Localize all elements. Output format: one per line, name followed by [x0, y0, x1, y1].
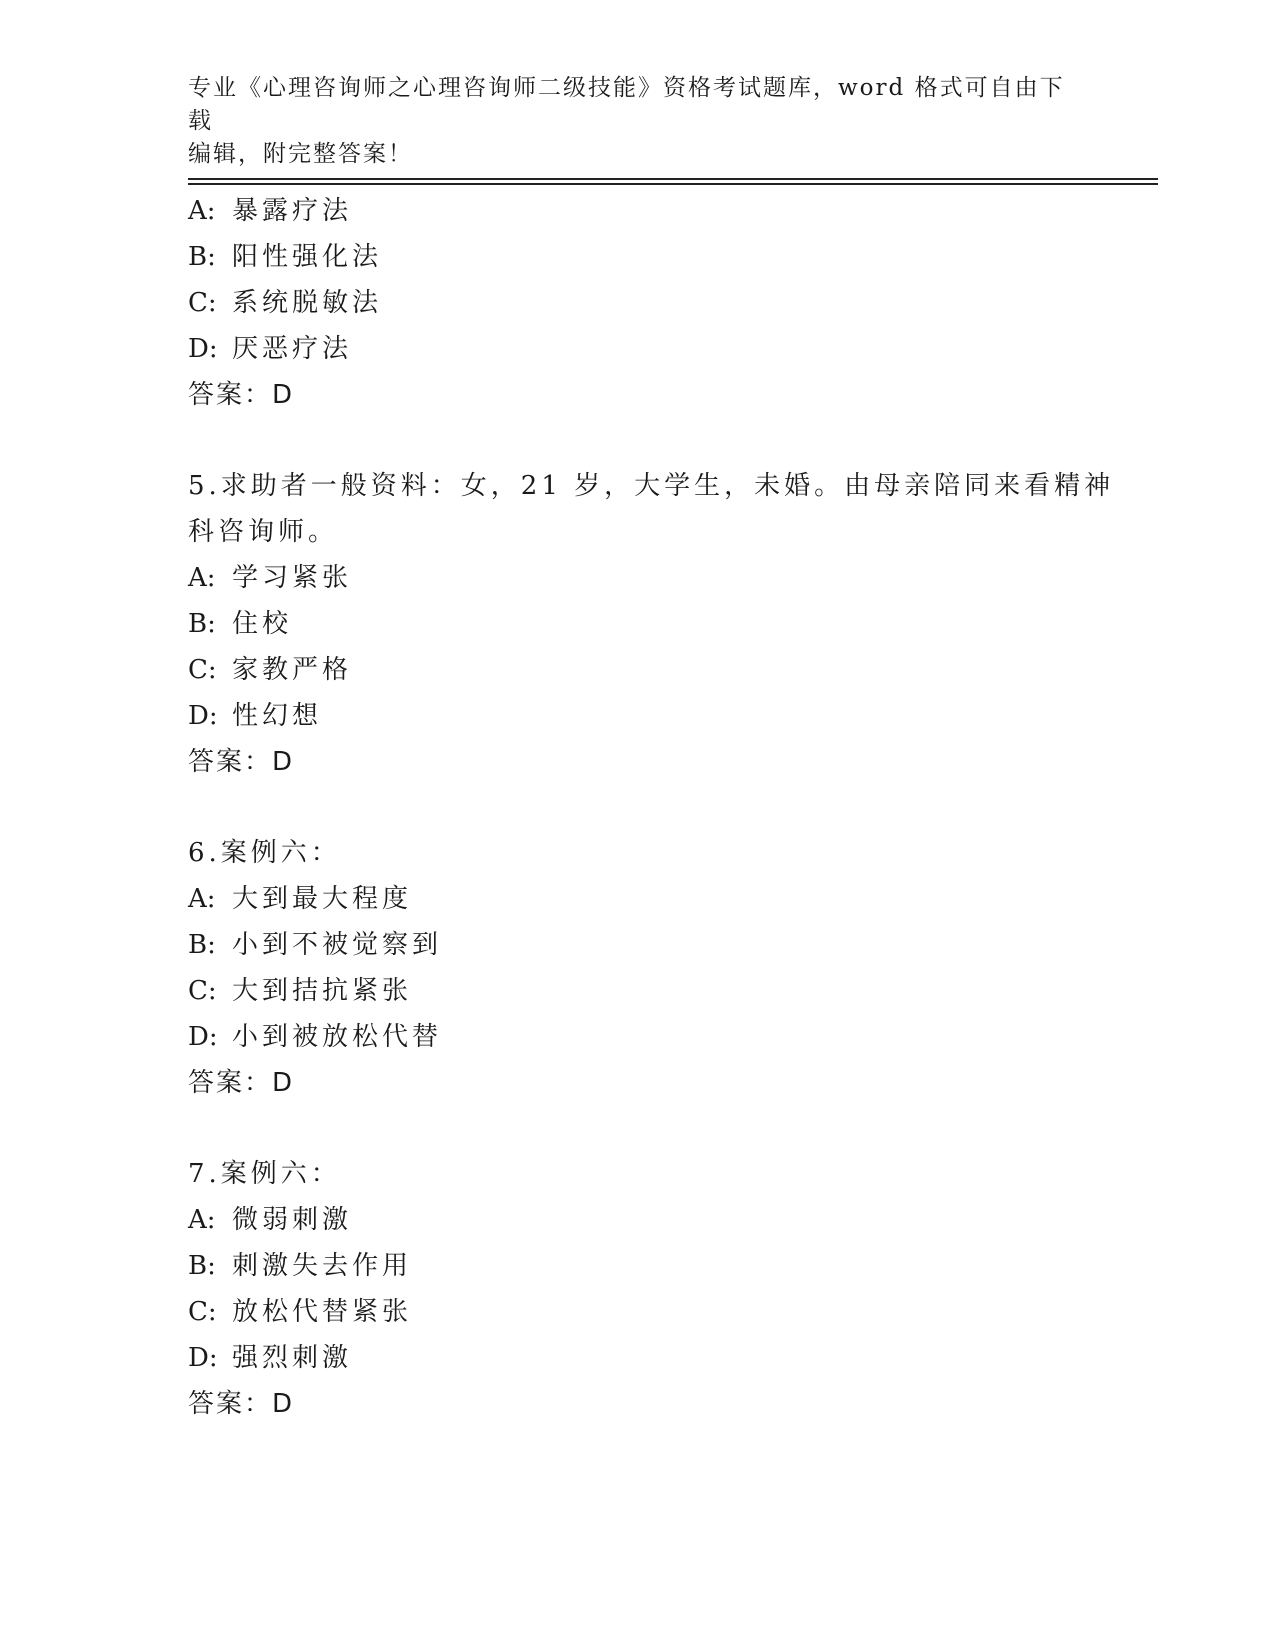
- option-d: [188, 1014, 1088, 1060]
- option-b: [188, 601, 1088, 647]
- question-stem-line-2: 科咨询师。: [188, 517, 339, 547]
- spacer: [188, 1106, 1088, 1151]
- option-text: 学习紧张: [232, 563, 353, 593]
- option-a: [188, 1197, 1088, 1243]
- option-letter: A:: [188, 884, 216, 914]
- option-a: [188, 188, 1088, 234]
- option-c: [188, 647, 1088, 693]
- option-text: 阳性强化法: [232, 242, 383, 272]
- option-text: 强烈刺激: [232, 1343, 353, 1373]
- option-b: [188, 1243, 1088, 1289]
- header-rule-top: [188, 178, 1158, 180]
- answer-line: 答案：D: [188, 380, 295, 410]
- question-stem-line-1: 5.求助者一般资料：女，21 岁，大学生，未婚。由母亲陪同来看精神: [188, 471, 1115, 501]
- answer-line: 答案：D: [188, 747, 295, 777]
- header-line-1: 专业《心理咨询师之心理咨询师二级技能》资格考试题库，word 格式可自由下载: [188, 75, 1065, 134]
- option-text: 小到被放松代替: [232, 1022, 443, 1052]
- question-6: [188, 830, 1088, 1106]
- option-text: 放松代替紧张: [232, 1297, 413, 1327]
- option-text: 小到不被觉察到: [232, 930, 443, 960]
- option-text: 刺激失去作用: [232, 1251, 413, 1281]
- option-a: [188, 555, 1088, 601]
- option-d: [188, 1335, 1088, 1381]
- option-text: 性幻想: [232, 701, 323, 731]
- question-stem: 6.案例六：: [188, 838, 341, 868]
- spacer: [188, 418, 1088, 463]
- option-letter: B:: [188, 609, 216, 639]
- header-rule-bottom: [188, 183, 1158, 185]
- question-stem: 7.案例六：: [188, 1159, 341, 1189]
- question-7: [188, 1151, 1088, 1427]
- option-text: 家教严格: [232, 655, 353, 685]
- option-letter: C:: [188, 655, 217, 685]
- option-d: [188, 326, 1088, 372]
- spacer: [188, 785, 1088, 830]
- option-letter: C:: [188, 976, 217, 1006]
- option-d: [188, 693, 1088, 739]
- option-letter: B:: [188, 1251, 216, 1281]
- option-letter: D:: [188, 334, 218, 364]
- option-letter: A:: [188, 196, 216, 226]
- option-c: [188, 280, 1088, 326]
- option-letter: D:: [188, 1343, 218, 1373]
- option-text: 住校: [232, 609, 293, 639]
- option-b: [188, 234, 1088, 280]
- option-letter: A:: [188, 563, 216, 593]
- question-block-continued: [188, 188, 1088, 418]
- answer-line: 答案：D: [188, 1068, 295, 1098]
- answer-line: 答案：D: [188, 1389, 295, 1419]
- option-text: 大到拮抗紧张: [232, 976, 413, 1006]
- option-letter: C:: [188, 1297, 217, 1327]
- option-letter: B:: [188, 930, 216, 960]
- option-letter: A:: [188, 1205, 216, 1235]
- header-line-2: 编辑，附完整答案！: [188, 141, 413, 167]
- option-letter: D:: [188, 701, 218, 731]
- option-text: 厌恶疗法: [232, 334, 353, 364]
- option-text: 大到最大程度: [232, 884, 413, 914]
- option-text: 微弱刺激: [232, 1205, 353, 1235]
- question-5: [188, 463, 1115, 785]
- option-letter: B:: [188, 242, 216, 272]
- option-c: [188, 968, 1088, 1014]
- question-list: [188, 188, 1115, 1427]
- document-header: [188, 72, 1068, 171]
- option-letter: D:: [188, 1022, 218, 1052]
- option-letter: C:: [188, 288, 217, 318]
- option-c: [188, 1289, 1088, 1335]
- option-text: 系统脱敏法: [232, 288, 383, 318]
- option-text: 暴露疗法: [232, 196, 353, 226]
- option-b: [188, 922, 1088, 968]
- option-a: [188, 876, 1088, 922]
